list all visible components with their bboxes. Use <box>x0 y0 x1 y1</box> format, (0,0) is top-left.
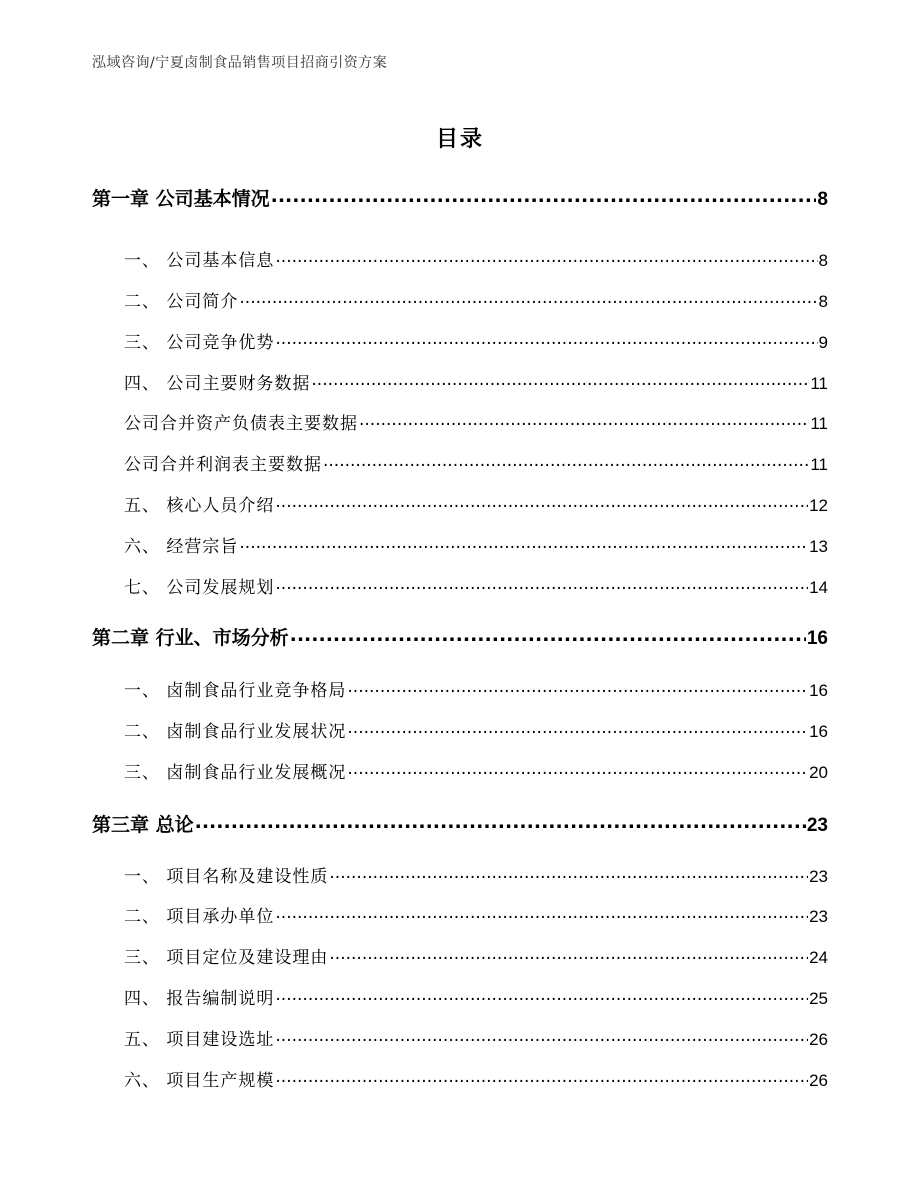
toc-chapter-entry[interactable] <box>92 184 828 211</box>
toc-dot-leader <box>311 370 809 390</box>
toc-section-entry[interactable] <box>124 676 828 701</box>
toc-entry-label: 二、 卤制食品行业发展状况 <box>124 722 347 742</box>
toc-dot-leader <box>359 410 809 430</box>
toc-entry-page-number: 16 <box>809 722 828 741</box>
toc-entry-label: 公司合并利润表主要数据 <box>124 455 322 475</box>
toc-entry-label: 五、 项目建设选址 <box>124 1030 275 1050</box>
toc-dot-leader <box>275 985 808 1005</box>
toc-section-entry[interactable] <box>124 532 828 557</box>
toc-entry-page-number: 23 <box>809 867 828 886</box>
toc-dot-leader <box>239 533 808 553</box>
toc-dot-leader <box>275 903 808 923</box>
toc-entry-page-number: 14 <box>809 578 828 597</box>
toc-dot-leader <box>347 718 808 738</box>
toc-entry-page-number: 11 <box>810 455 828 474</box>
toc-entry-label: 三、 卤制食品行业发展概况 <box>124 763 347 783</box>
toc-section-entry[interactable] <box>124 328 828 353</box>
toc-section-entry[interactable] <box>124 943 828 968</box>
toc-entry-label: 六、 经营宗旨 <box>124 537 239 557</box>
toc-entry-page-number: 12 <box>809 496 828 515</box>
toc-entry-label: 四、 公司主要财务数据 <box>124 374 311 394</box>
toc-dot-leader <box>323 451 809 471</box>
toc-section-entry[interactable] <box>124 369 828 394</box>
toc-dot-leader <box>275 492 808 512</box>
toc-dot-leader <box>347 759 808 779</box>
toc-entry-page-number: 8 <box>818 251 828 270</box>
toc-entry-label: 三、 公司竞争优势 <box>124 333 275 353</box>
toc-entry-label: 一、 项目名称及建设性质 <box>124 867 329 887</box>
toc-entry-label: 一、 卤制食品行业竞争格局 <box>124 681 347 701</box>
toc-entry-label: 二、 公司简介 <box>124 292 239 312</box>
toc-entry-page-number: 24 <box>809 948 828 967</box>
toc-dot-leader <box>275 574 808 594</box>
toc-entry-page-number: 8 <box>818 292 828 311</box>
toc-entry-page-number: 26 <box>809 1071 828 1090</box>
toc-chapter-entry[interactable] <box>92 810 828 837</box>
toc-section-entry[interactable] <box>124 1066 828 1091</box>
toc-entry-page-number: 23 <box>809 907 828 926</box>
toc-entry-page-number: 9 <box>818 333 828 352</box>
toc-entry-label: 七、 公司发展规划 <box>124 578 275 598</box>
toc-entry-page-number: 11 <box>810 374 828 393</box>
toc-entry-page-number: 16 <box>806 628 828 649</box>
toc-dot-leader <box>195 811 806 833</box>
toc-entry-label: 公司合并资产负债表主要数据 <box>124 414 358 434</box>
toc-dot-leader <box>271 185 817 207</box>
toc-entry-label: 第三章 总论 <box>92 814 194 836</box>
toc-entry-label: 一、 公司基本信息 <box>124 251 275 271</box>
toc-entry-page-number: 16 <box>809 681 828 700</box>
toc-chapter-entry[interactable] <box>92 623 828 650</box>
toc-entry-page-number: 25 <box>809 989 828 1008</box>
toc-entry-label: 四、 报告编制说明 <box>124 989 275 1009</box>
toc-dot-leader <box>275 1067 808 1087</box>
toc-entry-page-number: 13 <box>809 537 828 556</box>
toc-entry-label: 五、 核心人员介绍 <box>124 496 275 516</box>
toc-entry-label: 二、 项目承办单位 <box>124 907 275 927</box>
toc-dot-leader <box>329 863 808 883</box>
toc-dot-leader <box>329 944 808 964</box>
toc-entry-label: 第二章 行业、市场分析 <box>92 627 289 649</box>
toc-section-entry[interactable] <box>124 246 828 271</box>
toc-entry-label: 第一章 公司基本情况 <box>92 188 270 210</box>
toc-section-entry[interactable] <box>124 862 828 887</box>
toc-section-entry[interactable] <box>124 491 828 516</box>
toc-entry-label: 三、 项目定位及建设理由 <box>124 948 329 968</box>
toc-dot-leader <box>275 1026 808 1046</box>
toc-section-entry[interactable] <box>124 1025 828 1050</box>
running-header: 泓域咨询/宁夏卤制食品销售项目招商引资方案 <box>92 55 388 71</box>
toc-section-entry[interactable] <box>124 902 828 927</box>
toc-section-entry[interactable] <box>124 717 828 742</box>
toc-dot-leader <box>275 329 817 349</box>
toc-section-entry[interactable] <box>124 758 828 783</box>
toc-section-entry[interactable] <box>124 409 828 434</box>
toc-entry-label: 六、 项目生产规模 <box>124 1071 275 1091</box>
toc-title: 目录 <box>435 127 484 152</box>
toc-entry-page-number: 20 <box>809 763 828 782</box>
toc-dot-leader <box>239 288 817 308</box>
toc-dot-leader <box>275 247 817 267</box>
toc-section-entry[interactable] <box>124 287 828 312</box>
toc-section-entry[interactable] <box>124 450 828 475</box>
toc-entry-page-number: 26 <box>809 1030 828 1049</box>
toc-section-entry[interactable] <box>124 984 828 1009</box>
toc-dot-leader <box>347 677 808 697</box>
toc-section-entry[interactable] <box>124 573 828 598</box>
toc-entry-page-number: 8 <box>817 189 828 210</box>
toc-dot-leader <box>290 624 806 646</box>
toc-entry-page-number: 11 <box>810 414 828 433</box>
toc-entry-page-number: 23 <box>806 815 828 836</box>
